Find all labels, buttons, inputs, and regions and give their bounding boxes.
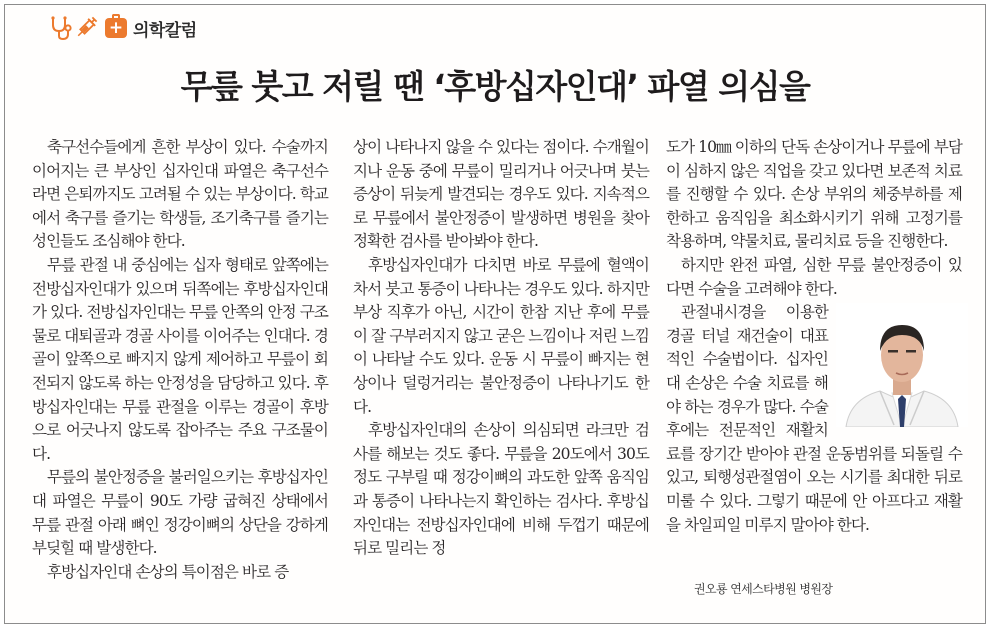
paragraph: 상이 나타나지 않을 수 있다는 점이다. 수개월이 지나 운동 중에 무릎이 밀리거나 어긋나며 붓는 증상이 뒤늦게 발견되는 경우도 있다. 지속적으로 무릎에서 불안정증이 발생하면 병원을 찾아 정확한 검사를 받아봐야 한다. (353, 138, 649, 251)
paragraph: 후방십자인대의 손상이 의심되면 라크만 검사를 해보는 것도 좋다. 무릎을 20도에서 30도 정도 구부릴 때 정강이뼈의 과도한 앞쪽 움직임과 통증이 나타나는지 확인하는 검사다. 후방십자인대는 전방십자인대에 비해 두껍기 때문에 뒤로 밀리는 정 (353, 421, 649, 558)
syringe-icon (73, 15, 99, 41)
author-portrait-image (836, 303, 968, 427)
paragraph: 축구선수들에게 흔한 부상이 있다. 수술까지 이어지는 큰 부상인 십자인대 파열은 축구선수라면 은퇴까지도 고려될 수 있는 부상이다. 학교에서 축구를 즐기는 학생들, 조기축구를 즐기는 성인들도 조심해야 한다. (32, 138, 328, 251)
article-title: 무릎 붓고 저릴 땐 ‘후방십자인대’ 파열 의심을 (180, 67, 810, 106)
paragraph: 도가 10㎜ 이하의 단독 손상이거나 무릎에 부담이 심하지 않은 직업을 갖고 있다면 보존적 치료를 진행할 수 있다. 손상 부위의 체중부하를 제한하고 움직임을 최소화시키기 위해 고정기를 착용하며, 약물치료, 물리치료 등을 진행한다. (666, 138, 962, 251)
medical-kit-icon (105, 18, 127, 38)
paragraph: 관절내시경을 이용한 경골 터널 재건술이 대표적인 수술법이다. 십자인대 손상은 수술 치료를 해야 하는 경우가 많다. 수술 후에는 전문적인 재활치료를 장기간 받아야 관절 운동범위를 되돌릴 수 있고, 퇴행성관절염이 오는 시기를 최대한 뒤로 미룰 수 있다. 그렇기 때문에 안 아프다고 재활을 차일피일 미루지 말아야 한다. (666, 303, 962, 534)
paragraph: 후방십자인대 손상의 특이점은 바로 증 (47, 562, 289, 581)
article-frame (4, 4, 986, 624)
column-2 (353, 136, 649, 561)
author-byline: 권오룡 연세스타병원 병원장 (694, 582, 833, 596)
paragraph: 무릎의 불안정증을 불러일으키는 후방십자인대 파열은 무릎이 90도 가량 굽혀진 상태에서 무릎 관절 아래 뼈인 정강이뼈의 상단을 강하게 부딪힐 때 발생한다. (32, 468, 328, 558)
stethoscope-icon (49, 15, 73, 41)
column-3 (666, 136, 962, 537)
column-logo (49, 15, 127, 41)
paragraph: 무릎 관절 내 중심에는 십자 형태로 앞쪽에는 전방십자인대가 있으며 뒤쪽에는 후방십자인대가 있다. 전방십자인대는 무릎 안쪽의 안정 구조물로 대퇴골과 경골 사이를 이어주는 인대다. 경골이 앞쪽으로 빠지지 않게 제어하고 무릎이 회전되지 않도록 하는 안정성을 담당하고 있다. 후방십자인대는 무릎 관절을 이루는 경골이 후방으로 어긋나지 않도록 잡아주는 주요 구조물이다. (32, 255, 328, 463)
author-photo (836, 303, 968, 427)
section-label: 의학칼럼 (133, 20, 197, 41)
column-1 (32, 136, 328, 584)
paragraph: 후방십자인대가 다치면 바로 무릎에 혈액이 차서 붓고 통증이 나타나는 경우도 있다. 하지만 부상 직후가 아닌, 시간이 한참 지난 후에 무릎이 잘 구부러지지 않고 굳은 느낌이나 저린 느낌이 나타날 수도 있다. 운동 시 무릎이 빠지는 현상이나 덜렁거리는 불안정증이 나타나기도 한다. (353, 255, 649, 416)
column-header (49, 13, 197, 43)
paragraph: 하지만 완전 파열, 심한 무릎 불안정증이 있다면 수술을 고려해야 한다. (666, 255, 962, 298)
